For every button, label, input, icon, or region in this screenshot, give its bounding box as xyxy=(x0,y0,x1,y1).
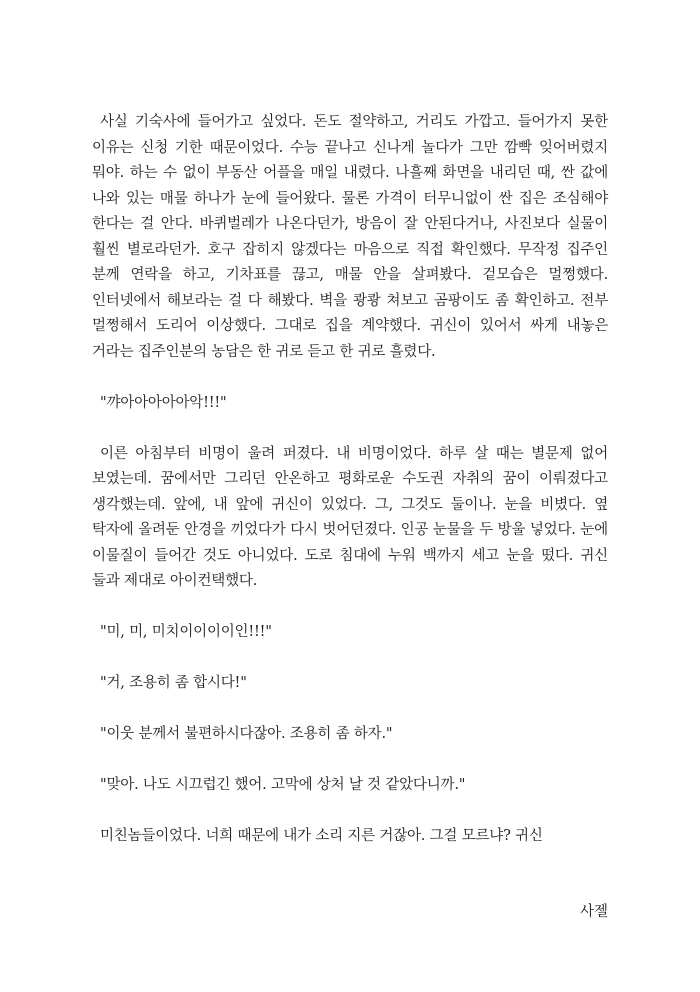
paragraph-gap xyxy=(92,365,608,391)
page-footer-author: 사젤 xyxy=(579,904,608,920)
dialogue-eardrum: "맞아. 나도 시끄럽긴 했어. 고막에 상처 날 것 같았다니까." xyxy=(100,777,466,793)
paragraph-gap xyxy=(92,646,608,672)
story-body xyxy=(92,110,608,850)
dialogue-quiet: "거, 조용히 좀 합시다!" xyxy=(100,675,247,691)
dialogue-scream: "꺄아아아아아악!!!" xyxy=(100,394,227,411)
paragraph-morning: 이른 아침부터 비명이 울려 퍼졌다. 내 비명이었다. 하루 살 때는 별문제 없어 보였는데. 꿈에서만 그리던 안온하고 평화로운 수도권 자취의 꿈이 이뤄졌다고 생각했는데. 앞에, 내 앞에 귀신이 있었다. 그, 그것도 둘이나. 눈을 비볐다. 옆 탁자에 올려둔 안경을 끼었다가 다시 벗어던졌다. 인공 눈물을 두 방울 넣었다. 눈에 이물질이 들어간 것도 아니었다. 도로 침대에 누워 백까지 세고 눈을 떴다. 귀신 둘과 제대로 아이컨택했다. xyxy=(92,445,608,589)
dialogue-crazy: "미, 미, 미치이이이이인!!!" xyxy=(100,624,272,640)
paragraph-gap xyxy=(92,799,608,825)
paragraph-gap xyxy=(92,697,608,723)
paragraph-gap xyxy=(92,416,608,442)
paragraph-intro: 사실 기숙사에 들어가고 싶었다. 돈도 절약하고, 거리도 가깝고. 들어가지 못한 이유는 신청 기한 때문이었다. 수능 끝나고 신나게 놀다가 그만 깜빡 잊어버렸지 뭐야. 하는 수 없이 부동산 어플을 매일 내렸다. 나흘째 화면을 내리던 때, 싼 값에 나와 있는 매물 하나가 눈에 들어왔다. 물론 가격이 터무니없이 싼 집은 조심해야 한다는 걸 안다. 바퀴벌레가 나온다던가, 방음이 잘 안된다거나, 사진보다 실물이 훨씬 별로라던가. 호구 잡히지 않겠다는 마음으로 직접 확인했다. 무작정 집주인 분께 연락을 하고, 기차표를 끊고, 매물 안을 살펴봤다. 겉모습은 멀쩡했다. 인터넷에서 해보라는 걸 다 해봤다. 벽을 쾅쾅 쳐보고 곰팡이도 좀 확인하고. 전부 멀쩡해서 도리어 이상했다. 그대로 집을 계약했다. 귀신이 있어서 싸게 내놓은 거라는 집주인분의 농담은 한 귀로 듣고 한 귀로 흘렸다. xyxy=(92,114,608,360)
paragraph-lunatics: 미친놈들이었다. 너희 때문에 내가 소리 지른 거잖아. 그걸 모르냐? 귀신 xyxy=(100,828,543,844)
paragraph-gap xyxy=(92,595,608,621)
paragraph-gap xyxy=(92,748,608,774)
dialogue-neighbor: "이웃 분께서 불편하시다잖아. 조용히 좀 하자." xyxy=(100,726,393,742)
